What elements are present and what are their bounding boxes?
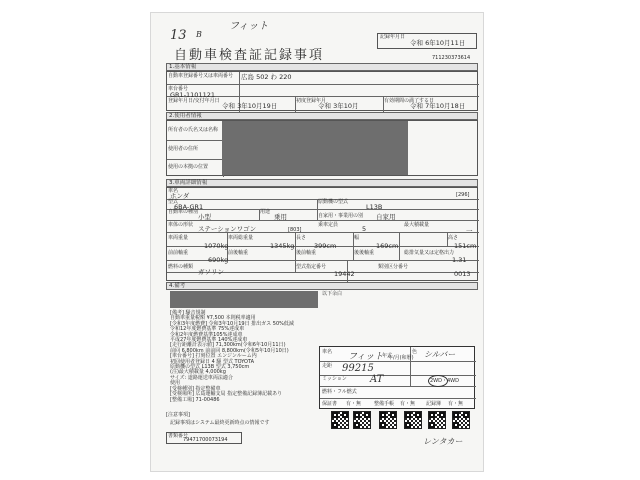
serial-number: 711230373614 <box>432 55 471 61</box>
rear-axle-label: 後前軸重 <box>296 250 317 256</box>
weight-label: 車両重量 <box>168 235 189 241</box>
handwritten-title: フィット <box>229 21 269 32</box>
stamp-mission-value: AT <box>370 374 384 385</box>
class-number-value: 0013 <box>454 270 471 278</box>
model-label: 型式 <box>168 199 179 205</box>
private-value: 自家用 <box>376 213 396 221</box>
stamp-mission-label: ミッション <box>322 376 347 382</box>
stamp-color-value: シルバー <box>424 350 456 359</box>
qr-code <box>331 411 349 429</box>
stamp-year-value: 年/月(和暦) <box>388 355 414 361</box>
handwritten-page: 13 <box>170 28 187 43</box>
length-label: 長さ <box>296 235 307 241</box>
front2-axle-label: 前後軸重 <box>228 250 249 256</box>
payload-value: 一 <box>466 227 473 235</box>
first-reg-value: 令和 3年10月19日 <box>222 102 278 110</box>
first-year-label: 初度登録年月 <box>296 98 327 104</box>
remarks-end-note: 以下余白 <box>322 291 343 297</box>
stamp-mileage-value: 99215 <box>342 363 374 374</box>
dealer-stamp-card <box>319 346 475 409</box>
handwritten-b: B <box>196 30 202 39</box>
document-number-box <box>166 432 242 444</box>
stamp-year-label: 年式 <box>382 353 393 359</box>
remarks-line: 令和2年度燃費基準105%達成車 <box>170 331 243 338</box>
remarks-line: [車台番号] 打刻位置 エンジンルーム内 <box>170 353 257 360</box>
drive-circle-mark <box>428 375 448 387</box>
qr-code <box>353 411 371 429</box>
stamp-warranty-value: 有・無 <box>346 401 362 407</box>
remarks-line: 自動車重量税額 ¥7,500 本則税率適用 <box>170 315 256 322</box>
section-user-info: 2.使用者情報 <box>166 112 478 120</box>
payload-label: 最大積載量 <box>404 222 430 228</box>
stamp-drive-value: 2WD・4WD <box>430 378 459 384</box>
stamp-manual-value: 有・無 <box>400 401 416 407</box>
record-date-box <box>377 33 477 49</box>
owner-name-label: 所有者の氏名又は名称 <box>168 127 219 133</box>
height-value: 151cm <box>454 242 477 250</box>
type-number-value: 19442 <box>334 270 355 278</box>
qr-code <box>428 411 446 429</box>
section-basic-info: 1.基本情報 <box>166 63 478 71</box>
section-remarks: 4.備考 <box>166 282 478 290</box>
notice-title: [注意事項] <box>166 412 190 418</box>
remarks-line: 平成27年度燃費基準 140%達成車 <box>170 337 248 344</box>
engine-value: L13B <box>366 203 383 211</box>
expiry-value: 令和 7年10月18日 <box>410 102 466 110</box>
section-vehicle-details: 3.車両詳細情報 <box>166 179 478 187</box>
length-value: 399cm <box>314 242 337 250</box>
remarks-line: サイズ: 道路運送車両法適合 <box>170 374 233 381</box>
maker-code: [296] <box>456 192 470 198</box>
base-location-label: 使用の本拠の位置 <box>168 164 209 170</box>
notice-text: 記録事項はシステム最終更新時点の情報です <box>170 420 270 426</box>
stamp-color-label: 色 <box>412 349 418 355</box>
engine-label: 原動機の型式 <box>318 199 349 205</box>
displacement-value: 1.31 <box>452 256 467 264</box>
front-axle-value: 690kg <box>208 256 229 264</box>
private-label: 自家用・事業用の別 <box>318 213 364 219</box>
kind-value: 小型 <box>198 213 211 221</box>
stamp-record-value: 有・無 <box>448 401 464 407</box>
redacted-user-block <box>222 121 408 175</box>
class-number-label: 類別区分番号 <box>378 264 409 270</box>
document-number-label: 書類番号 <box>168 433 189 439</box>
reg-number-label: 自動車登録番号又は車両番号 <box>168 73 234 79</box>
document-title: 自動車検査証記録事項 <box>174 48 325 63</box>
first-reg-label: 登録年月日/交付年月日 <box>168 98 220 104</box>
record-date-value: 令和 6年10月11日 <box>410 39 466 47</box>
capacity-value: 5 <box>362 225 367 233</box>
redacted-remarks-block <box>170 291 318 308</box>
rear2-axle-label: 後後軸重 <box>354 250 375 256</box>
stamp-car-label: 車名 <box>322 349 333 355</box>
remarks-line: [走行距離計表示値] 71,300km(令和6年10月11日) <box>170 342 286 349</box>
shape-code: [803] <box>288 227 302 233</box>
remarks-line: 令和12年度燃費基準 75%達成車 <box>170 326 245 333</box>
fuel-label: 燃料の種類 <box>168 264 194 270</box>
stamp-manual-label: 整備手帳 <box>374 401 395 407</box>
use-value: 乗用 <box>274 213 287 221</box>
vin-label: 車台番号 <box>168 86 189 92</box>
remarks-line: [受検種別] 指定整備車 <box>170 385 221 392</box>
document-number-value: 79471700073194 <box>183 437 228 443</box>
height-label: 高さ <box>448 235 459 241</box>
reg-number-value: 広島 502 わ 220 <box>241 73 292 81</box>
model-value: 6BA-GR1 <box>174 203 204 211</box>
remarks-list <box>170 311 320 403</box>
type-number-label: 型式指定番号 <box>296 264 327 270</box>
gross-value: 1345kg <box>270 242 295 250</box>
remarks-line: 初回使用者登録日 4 駆 型式 TOYOTA <box>170 358 255 365</box>
stamp-fuel-label: 燃料・フル燃式 <box>322 389 357 395</box>
front-axle-label: 前前軸重 <box>168 250 189 256</box>
remarks-line: [備考] 騒音規制 <box>170 310 206 316</box>
stamp-warranty-label: 保証書 <box>322 401 338 407</box>
width-label: 幅 <box>354 235 360 241</box>
stamp-mileage-label: 走距 <box>322 363 333 369</box>
first-year-value: 令和 3年10月 <box>318 102 359 110</box>
maker-value: ホンダ <box>170 192 190 200</box>
qr-code <box>452 411 470 429</box>
kind-label: 自動車の種別 <box>168 209 199 215</box>
remarks-line: [受検場所] 広島運輸支局 指定整備記録簿記載あり <box>170 391 283 398</box>
use-label: 用途 <box>260 209 271 215</box>
vin-value: GR1-1101121 <box>170 91 215 99</box>
weight-value: 1070kg <box>204 242 229 250</box>
maker-label: 車名 <box>168 188 179 194</box>
qr-code <box>379 411 397 429</box>
qr-code <box>404 411 422 429</box>
shape-label: 車体の形状 <box>168 222 194 228</box>
remarks-line: [令和3年度燃費] 令和3年10月19日 排出ガス 50%低減 <box>170 320 294 327</box>
remarks-line: [整備工場] 71-00486 <box>170 396 220 403</box>
record-date-label: 記録年月日 <box>380 34 406 40</box>
handwritten-rental-note: レンタカー <box>423 437 463 446</box>
stamp-car-value: フィット <box>348 352 384 362</box>
fuel-value: ガソリン <box>198 268 224 276</box>
gross-label: 車両総重量 <box>228 235 254 241</box>
width-value: 169cm <box>376 242 399 250</box>
expiry-label: 有効期間の満了する日 <box>384 98 435 104</box>
capacity-label: 乗車定員 <box>318 222 339 228</box>
remarks-line: 原動機の型式 L13B 型式 3,750cm <box>170 364 250 371</box>
shape-value: ステーションワゴン <box>198 225 257 233</box>
remarks-line: (注)最大積載量 4,000kg <box>170 369 226 376</box>
remarks-line: 使用 <box>170 380 181 387</box>
displacement-label: 総排気量又は定格出力 <box>404 250 455 256</box>
remarks-line: 前回 6,800km 前前回 8,800km(令和5年10月10日) <box>170 347 289 354</box>
stamp-record-label: 記録簿 <box>426 401 442 407</box>
user-address-label: 使用者の住所 <box>168 146 199 152</box>
